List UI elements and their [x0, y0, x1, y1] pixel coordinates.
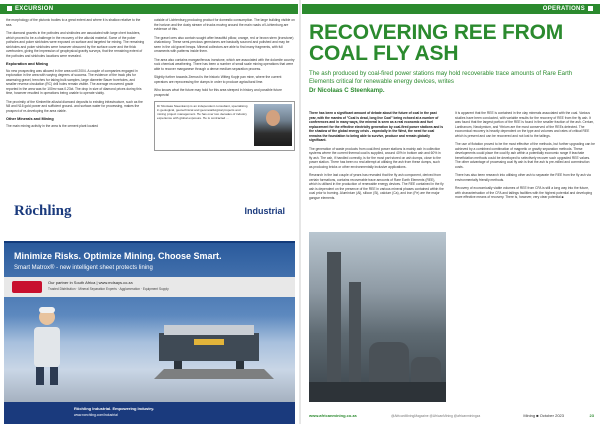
lead-paragraph: There has been a significant amount of debate about the future of coal in the past year, with the mantra of "Coal is dead, long live Coal" being echoed at a number of conferences and in many ways, the mineral is seen as a real economic and fuel replacement for the effective electricity generation by coal-fired power stations and is the shadow of the global energy crisis - especially in the West, the need for coal remains the foundation to being able to survive, produce and remain globally significant.: [309, 111, 444, 142]
left-column-2: [154, 18, 295, 151]
ad-header: [4, 197, 295, 243]
screening-machine-image: [154, 313, 274, 383]
ad-footer-line1: Röchling Industrial. Empowering Industry.: [74, 406, 155, 411]
ad-headline: Minimize Risks. Optimize Mining. Choose Smart.: [14, 251, 222, 261]
paragraph: outside of Lichtenburg producing product for domestic consumption. The large building visible on the horizon and the dusty stream of trucks moving around the main roads of Lichtenburg are evidence of this.: [154, 18, 295, 31]
paragraph: The use of flotation proved to be the most effective of the methods, but further upgrading can be achieved by a combined combination of magnetic or gravity separation methods. These developments could place the coal fly ash within a potentially economic range if leachate beneficiation methods could be developed to selectively recover such upgraded REE values. The other advantage of processing coal fly ash is that the ash is pre-milled and comminution costs.: [455, 142, 595, 169]
ad-brand-sub: Industrial: [244, 206, 285, 216]
left-column-1: [6, 18, 146, 132]
ad-partner-strip: [4, 277, 295, 297]
right-column-2: [455, 111, 595, 204]
subheading-other-minerals: Other Minerals and Mining: [6, 117, 54, 121]
left-page: [0, 0, 299, 424]
paragraph: It is apparent that the REE is contained in the clay minerals associated with the coal. Various studies have been conducted, with variable results for the recovery of REE from the fly ash. It was found that the largest portion of the REE is found in the smaller fraction of the ash. Cerium, Lanthanum, Neodymium, and Yttrium are the most conserved of the REEs detected. The economical recovery is heavily dependent on the type and volumes and rates of critical REE which is present and can be recovered and not lost to the tailings.: [455, 111, 595, 138]
ad-brand-logo: Röchling: [14, 203, 72, 219]
square-icon: [588, 6, 593, 11]
paragraph: The main mining activity in the area is the cement plant located: [6, 123, 98, 128]
ground: [309, 382, 446, 402]
partner-logo-icon: [12, 281, 42, 293]
worker-image: [22, 305, 72, 385]
paragraph: The area also contains manganiferous ironstone, which are associated with the dolomite country rock chemical weathering. There has been a number of small scale mining operations that were able to recover manganese through a dense medium separation process.: [154, 57, 295, 71]
page-number: 23: [589, 413, 594, 418]
paragraph: Research in the last couple of years has revealed that the fly ash component, derived from certain formations, contains recoverable trace amounts of Rare Earth Elements (REE), which is utilised in the production of renewable energy devices. The REE contained in the fly ash is dependent on the presence of the REE in various mineral phases contained within the coal prior to burning. Aluminium (Al), silicon (Si), calcium (Ca), and iron (Fe) are the major gangue elements.: [309, 173, 444, 200]
ad-footer-url[interactable]: www.roechling.com/industrial: [74, 413, 118, 417]
paragraph: The proximity of the Kimberlite alluvial diamond deposits to existing infrastructure, such as the N8 and N16 gold power and sufficient ground- and surface-water for processing, makes the prospect of re-developing the area viable.: [6, 99, 143, 113]
article-title: [309, 22, 589, 64]
article-author: Dr Nicolaas C Steenkamp.: [309, 87, 385, 95]
article-header: [309, 22, 589, 94]
paragraph: The diamond gravels in the potholes and sinkholes are associated with large chert boulders, which proved to be a challenge in the recovery of the alluvial material. Some of the poker potholes and poker sinkholes were exposed on surface and targeted for mining. The remaining sinkholes and poker sinkholes were however obscured by the surface cover and the thick overburden, giving the impression of geophysical gravity surveys, that the remaining extent of the potholes and sinkholes locations were revealed.: [6, 31, 145, 58]
smokestack: [327, 252, 341, 402]
title-line-2: COAL FLY ASH: [309, 42, 459, 65]
ad-tagline: Smart Matrox® - new intelligent sheet protects lining: [14, 265, 153, 271]
section-label: OPERATIONS: [542, 6, 585, 12]
ad-footer: [4, 402, 295, 424]
footer-publication: Mining ■ October 2023: [523, 413, 564, 418]
advertisement[interactable]: [4, 197, 295, 424]
paragraph: Who knows what the future may hold for this area steeped in history and possible future prospects!: [154, 88, 282, 97]
square-icon: [7, 6, 12, 11]
footer-url[interactable]: www.africanmining.co.za: [309, 413, 357, 418]
author-photo: [254, 104, 292, 146]
title-line-1: RECOVERING REE FROM: [309, 21, 564, 44]
paragraph: The gravel ores also contain sought after beautiful pillow, orange, red or brown stern (ironstone) chalcedony. These semi-precious gemstones are basically sourced and polished and may be seen in the old gravel heaps. Mineral collectors are able to find many fragments, with full ornaments with patterns inside them.: [154, 35, 294, 53]
paragraph: Slightly further towards Zeerust is the historic Witteg Kopje pan mine, where the current operators are reprocessing the dumps in order to produce agricultural lime.: [154, 75, 282, 84]
article-standfirst: The ash produced by coal-fired power stations may hold recoverable trace amounts of Rare Earth Elements critical for renewable energy devices, writes: [309, 70, 573, 85]
paragraph: No new prospecting was allowed in the area until 2004. A couple of companies engaged in exploration in the area with varying degrees of success. The evidence of the track pits for assessing gravel, trenches for taking bulk samples, large diameter Bauer boreholes, and smaller reverse circulation (RC) drill holes remain visible. The average recovered grade reported in the area was for 100m³ was 0.23ct. The drop in size of diamond prices during this time, however resulted in operations being unable to operate viably.: [6, 68, 142, 95]
paragraph: There has also been research into utilising other ash to separate the REE from the fly ash via environmentally friendly methods.: [455, 173, 591, 182]
power-station-photo: [309, 232, 446, 402]
ad-body: [4, 243, 295, 424]
section-header-operations: [302, 4, 600, 14]
paragraph: the morphology of the plutonic bodies to a great extent and where it is shallow relative to the sea.: [6, 18, 141, 27]
author-bio-text: Dr Nicolaas Steenkamp is an independent consultant, specialising in geological, geotechnical and geometallurgical projects and mining project management. He has over two decades of industry experience with global exposure. He is contracted ...: [157, 104, 248, 120]
section-header-excursion: [0, 4, 298, 14]
right-page: [301, 0, 600, 424]
paragraph: Recovery of economically viable volumes of REE from CFA is still a long way into the future, with characterisation of the CFA and tailings facilities with the highest potential and developing more effective means of recovery. There is, however, very clear potential ■: [455, 186, 593, 199]
footer-socials[interactable]: @AfricanMiningMagazine @AfricanMining @africanminingza: [391, 414, 481, 418]
page-footer: [301, 412, 600, 420]
subheading-exploration: Exploration and Mining: [6, 62, 48, 66]
ad-partner-line[interactable]: Our partner in South Africa | www.mdsays.co.za: [48, 280, 133, 285]
right-column-1: [309, 111, 444, 204]
paragraph: The generation of waste products from coal-fired power stations is mainly ash in collection systems where the current thermal coal is supplied, around 40% in bottom ash and 60% in fly ash. The ash, if handled correctly, is for the most part stored on ash dumps, close to the power station. There has been no real attempt at utilising the ash from these dumps, such as producing bricks or other environmentally inclusive applications.: [309, 146, 442, 169]
author-face: [266, 110, 280, 126]
ad-partner-sub: Trusted Distribution · Mineral Separation Experts · Agglomeration · Equipment Supply: [48, 287, 169, 291]
author-bio-box: [154, 101, 295, 151]
section-label: EXCURSION: [15, 6, 54, 12]
